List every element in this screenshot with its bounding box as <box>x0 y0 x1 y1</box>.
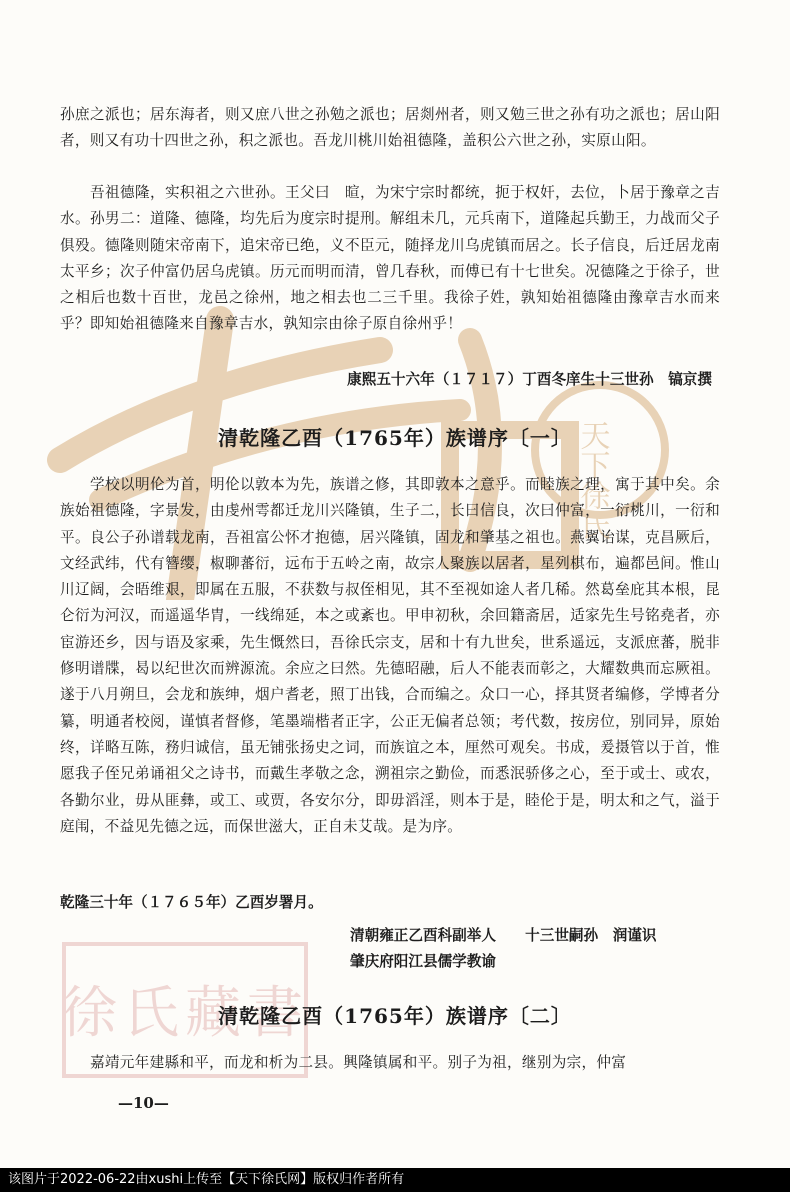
heading-preface-one: 清乾隆乙酉（1765年）族谱序〔一〕 <box>218 426 572 450</box>
footer-text: 该图片于2022-06-22由xushi上传至【天下徐氏网】版权归作者所有 <box>8 1172 405 1187</box>
signature-line-2: 肇庆府阳江县儒学教谕 <box>350 953 496 970</box>
signature-line-1: 清朝雍正乙酉科副举人 十三世嗣孙 润谨识 <box>350 927 657 944</box>
watermark-logo-text: 天下徐氏 <box>574 420 610 540</box>
paragraph-preface-two: 嘉靖元年建縣和平，而龙和析为二县。興隆镇属和平。别子为祖，继别为宗，仲富 <box>90 1054 627 1071</box>
date-qianlong: 乾隆三十年（１７６５年）乙酉岁署月。 <box>60 894 323 911</box>
heading-preface-two: 清乾隆乙酉（1765年）族谱序〔二〕 <box>218 1004 572 1028</box>
seal-text: 徐氏藏書 <box>61 981 309 1046</box>
signature-kangxi: 康熙五十六年（１７１７）丁酉冬庠生十三世孙 镐京撰 <box>347 371 712 388</box>
page-number: —10— <box>118 1094 169 1112</box>
paragraph-ancestor-dezong: 吾祖德隆，实积祖之六世孙。王父曰 暄，为宋宁宗时都统，扼于权奸，去位，卜居于豫章之吉水。孙男二：道隆、德隆，均先后为度宗时提刑。解组未几，元兵南下，道隆起兵勤王，力战而父子俱殁。德隆则随宋帝南下，追宋帝已绝，义不臣元，随择龙川乌虎镇而居之。长子信良，后迁居龙南太平乡；次子仲富仍居乌虎镇。历元而明而清，曾几春秋，而傅已有十七世矣。况德隆之于徐子，世之相后也数十百世，龙邑之徐州，地之相去也二三千里。我徐子姓，孰知始祖德隆由豫章吉水而来乎？即知始祖德隆来自豫章吉水，孰知宗由徐子原自徐州乎！ <box>60 184 720 333</box>
paragraph-preface-one: 学校以明伦为首，明伦以敦本为先，族谱之修，其即敦本之意乎。而睦族之理，寓于其中矣。余族始祖德隆，字景发，由虔州雩都迁龙川兴隆镇，生子二，长曰信良，次曰仲富，一衍桃川，一衍和平。良公子孙谱载龙南，吾祖富公怀才抱德，居兴隆镇，固龙和肇基之祖也。燕翼诒谋，克昌厥后，文经武纬，代有簪缨，椒聊蕃衍，远布于五岭之南，故宗人聚族以居者，星列棋布，遍都邑间。惟山川辽阔，会晤维艰，即属在五服，不获数与叔侄相见，其不至视如途人者几稀。然葛垒庇其本根，昆仑衍为河汉，而遥遥华胄，一线绵延，本之或紊也。甲申初秋，余回籍斋居，适家先生号铭堯者，亦宦游还乡，因与语及家乘，先生慨然曰，吾徐氏宗支，居和十有九世矣，世系遥远，支派庶蕃，脱非修明谱牒，曷以纪世次而辨源流。余应之曰然。先德昭融，后人不能表而彰之，大耀数典而忘厥祖。遂于八月朔旦，会龙和族绅，烟户耆老，照丁出钱，合而编之。众口一心，择其贤者编修，学博者分纂，明通者校阅，谨慎者督修，笔墨端楷者正字，公正无偏者总领；考代数，按房位，别同异，原始终，详略互陈，務归诚信，虽无铺张扬史之词，而族谊之本，厘然可观矣。书成，爰摄管以于首，惟愿我子侄兄弟诵祖父之诗书，而戴生孝敬之念，溯祖宗之勤俭，而悉泯骄侈之心，至于或士、或农，各勤尔业，毋从匪彝，或工、或贾，各安尔分，即毋滔淫，则本于是，睦伦于是，明太和之气，溢于庭闱，不益见先德之远，而保世滋大，正自未艾哉。是为序。 <box>60 476 720 835</box>
upload-footer <box>0 1168 790 1192</box>
paragraph-lineage-continued: 孙庶之派也；居东海者，则又庶八世之孙勉之派也；居剡州者，则又勉三世之孙有功之派也；居山阳者，则又有功十四世之孙，积之派也。吾龙川桃川始祖德隆，盖积公六世之孙，实原山阳。 <box>60 106 720 150</box>
